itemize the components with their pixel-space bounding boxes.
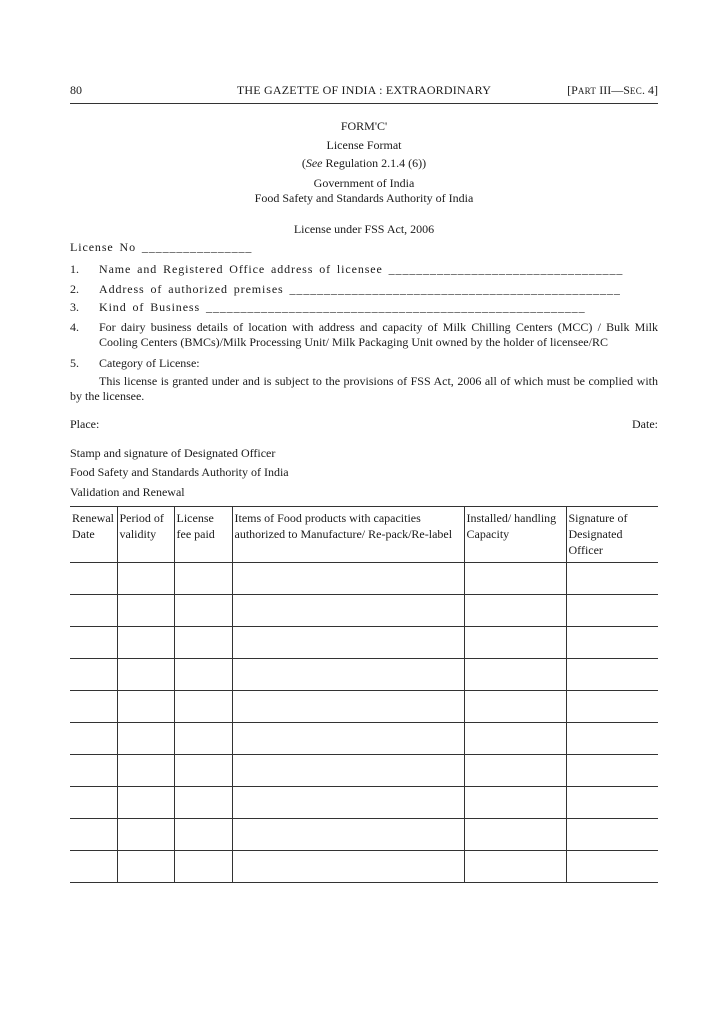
table-cell bbox=[174, 755, 232, 787]
table-cell bbox=[117, 627, 174, 659]
table-cell bbox=[174, 787, 232, 819]
table-cell bbox=[232, 627, 464, 659]
table-cell bbox=[117, 723, 174, 755]
page-number: 80 bbox=[70, 83, 82, 97]
table-cell bbox=[464, 755, 566, 787]
grant-text: This license is granted under and is subject to the provisions of FSS Act, 2006 all of which must be complied with by the licensee. bbox=[70, 374, 658, 403]
validation-renewal-table bbox=[70, 506, 658, 883]
column-header: Period of validity bbox=[117, 507, 174, 563]
authority-line: Food Safety and Standards Authority of India bbox=[254, 191, 474, 205]
table-cell bbox=[70, 723, 117, 755]
table-row bbox=[70, 819, 658, 851]
table-cell bbox=[174, 659, 232, 691]
table-cell bbox=[232, 787, 464, 819]
table-row bbox=[70, 595, 658, 627]
license-under-line: License under FSS Act, 2006 bbox=[293, 222, 435, 236]
table-cell bbox=[70, 787, 117, 819]
table-cell bbox=[464, 595, 566, 627]
table-row bbox=[70, 851, 658, 883]
table-cell bbox=[232, 691, 464, 723]
table-cell bbox=[566, 563, 658, 595]
table-cell bbox=[232, 851, 464, 883]
table-cell bbox=[117, 787, 174, 819]
form-subtitle: License Format bbox=[326, 138, 402, 152]
column-header: Installed/ handling Capacity bbox=[464, 507, 566, 563]
authority-footer: Food Safety and Standards Authority of India bbox=[70, 465, 289, 479]
table-row bbox=[70, 723, 658, 755]
table-cell bbox=[174, 819, 232, 851]
column-header: Items of Food products with capacities authorized to Manufacture/ Re-pack/Re-label bbox=[232, 507, 464, 563]
table-cell bbox=[566, 819, 658, 851]
table-cell bbox=[464, 691, 566, 723]
table-row bbox=[70, 787, 658, 819]
table-cell bbox=[566, 723, 658, 755]
table-row bbox=[70, 627, 658, 659]
table-cell bbox=[70, 595, 117, 627]
table-cell bbox=[566, 851, 658, 883]
table-cell bbox=[70, 851, 117, 883]
stamp-signature-label: Stamp and signature of Designated Officer bbox=[70, 446, 276, 460]
table-cell bbox=[174, 595, 232, 627]
table-cell bbox=[464, 627, 566, 659]
table-header-row bbox=[70, 507, 658, 563]
column-header: Signature of Designated Officer bbox=[566, 507, 658, 563]
table-cell bbox=[566, 787, 658, 819]
table-cell bbox=[70, 819, 117, 851]
table-cell bbox=[70, 563, 117, 595]
table-cell bbox=[464, 563, 566, 595]
table-cell bbox=[232, 659, 464, 691]
date-label: Date: bbox=[632, 417, 658, 431]
table-cell bbox=[464, 851, 566, 883]
table-cell bbox=[70, 627, 117, 659]
license-number-field: License No ________________ bbox=[70, 240, 253, 254]
table-cell bbox=[117, 755, 174, 787]
table-cell bbox=[70, 691, 117, 723]
table-cell bbox=[566, 595, 658, 627]
table-cell bbox=[174, 563, 232, 595]
table-cell bbox=[232, 595, 464, 627]
table-cell bbox=[174, 723, 232, 755]
column-header: Renewal Date bbox=[70, 507, 117, 563]
table-cell bbox=[566, 755, 658, 787]
table-cell bbox=[174, 627, 232, 659]
table-cell bbox=[464, 659, 566, 691]
government-line: Government of India bbox=[313, 176, 415, 190]
table-cell bbox=[70, 755, 117, 787]
table-cell bbox=[232, 723, 464, 755]
regulation-reference: (See Regulation 2.1.4 (6)) bbox=[301, 156, 427, 170]
table-row bbox=[70, 691, 658, 723]
table-cell bbox=[566, 691, 658, 723]
table-row bbox=[70, 659, 658, 691]
table-cell bbox=[70, 659, 117, 691]
table-cell bbox=[232, 755, 464, 787]
place-date-row bbox=[70, 417, 658, 432]
table-cell bbox=[174, 691, 232, 723]
column-header: License fee paid bbox=[174, 507, 232, 563]
table-cell bbox=[117, 595, 174, 627]
table-cell bbox=[232, 819, 464, 851]
table-cell bbox=[117, 563, 174, 595]
form-title: FORM'C' bbox=[340, 119, 388, 133]
table-cell bbox=[464, 723, 566, 755]
table-cell bbox=[117, 691, 174, 723]
table-cell bbox=[566, 627, 658, 659]
table-row bbox=[70, 755, 658, 787]
table-row bbox=[70, 563, 658, 595]
table-cell bbox=[566, 659, 658, 691]
gazette-title: THE GAZETTE OF INDIA : EXTRAORDINARY bbox=[236, 83, 492, 97]
table-cell bbox=[464, 787, 566, 819]
place-label: Place: bbox=[70, 417, 100, 431]
table-cell bbox=[174, 851, 232, 883]
validation-title: Validation and Renewal bbox=[70, 485, 185, 499]
header-rule bbox=[70, 103, 658, 104]
table-cell bbox=[117, 659, 174, 691]
table-cell bbox=[117, 819, 174, 851]
part-section: [PART III—SEC. 4] bbox=[567, 83, 658, 97]
table-cell bbox=[117, 851, 174, 883]
table-cell bbox=[232, 563, 464, 595]
table-cell bbox=[464, 819, 566, 851]
page-header bbox=[70, 83, 658, 99]
